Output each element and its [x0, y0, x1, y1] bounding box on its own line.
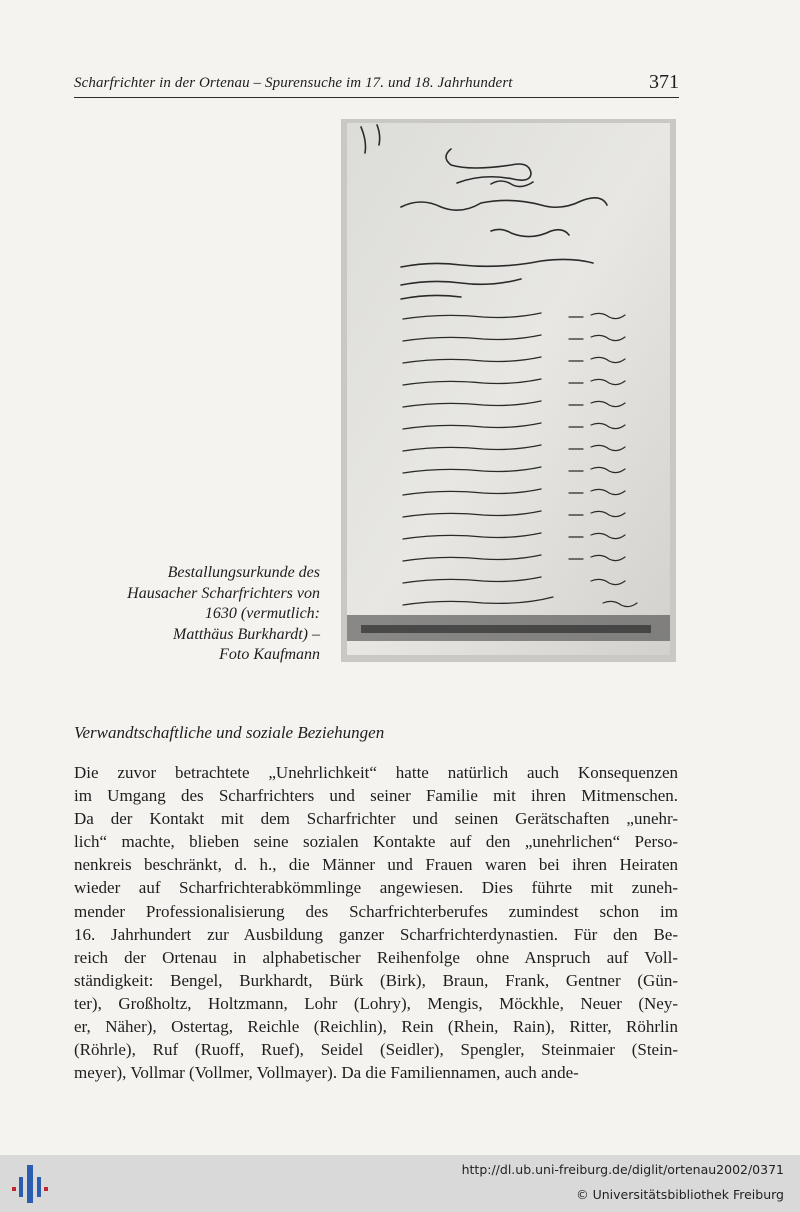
- text-line: lich“ machte, blieben seine sozialen Kontakte auf den „unehrlichen“ Perso-: [74, 832, 678, 852]
- caption-line: Bestallungsurkunde des: [167, 564, 320, 581]
- text-line: 16. Jahrhundert zur Ausbildung ganzer Scharfrichterdynastien. Für den Be-: [74, 924, 678, 944]
- running-header: [74, 71, 679, 98]
- text-line: ter), Großholtz, Holtzmann, Lohr (Lohry), Mengis, Möckhle, Neuer (Ney-: [74, 993, 678, 1013]
- caption-line: Foto Kaufmann: [219, 646, 320, 663]
- ub-freiburg-logo-icon[interactable]: [10, 1163, 50, 1205]
- text-line: meyer), Vollmar (Vollmer, Vollmayer). Da die Familiennamen, auch ande-: [74, 1063, 579, 1083]
- text-line: Die zuvor betrachtete „Unehrlichkeit“ hatte natürlich auch Konsequenzen: [74, 763, 678, 782]
- text-line: er, Näher), Ostertag, Reichle (Reichlin), Rein (Rhein, Rain), Ritter, Röhrlin: [74, 1017, 678, 1037]
- text-line: mender Professionalisierung des Scharfrichterberufes zumindest schon im: [74, 901, 678, 921]
- document-url-link[interactable]: http://dl.ub.uni-freiburg.de/diglit/ortenau2002/0371: [461, 1162, 784, 1177]
- caption-line: Hausacher Scharfrichters von: [127, 584, 320, 602]
- running-title: Scharfrichter in der Ortenau – Spurensuche im 17. und 18. Jahrhundert: [74, 75, 513, 91]
- caption-line: 1630 (vermutlich:: [204, 605, 320, 622]
- text-line: wieder auf Scharfrichterabkömmlinge angewiesen. Dies führte mit zuneh-: [74, 878, 678, 898]
- text-line: im Umgang des Scharfrichters und seiner Familie mit ihren Mitmenschen.: [74, 786, 678, 806]
- section-heading: Verwandtschaftliche und soziale Beziehungen: [74, 723, 385, 742]
- body-paragraph: [74, 761, 678, 1084]
- page-number: 371: [649, 71, 679, 93]
- copyright-notice: © Universitätsbibliothek Freiburg: [576, 1187, 784, 1202]
- text-line: nenkreis beschränkt, d. h., die Männer und Frauen waren bei ihren Heiraten: [74, 855, 678, 875]
- footer-bar: [0, 1155, 800, 1212]
- text-line: reich der Ortenau in alphabetischer Reihenfolge ohne Anspruch auf Voll-: [74, 947, 678, 967]
- text-line: (Röhrle), Ruf (Ruoff, Ruef), Seidel (Seidler), Spengler, Steinmaier (Stein-: [74, 1040, 678, 1060]
- caption-line: Matthäus Burkhardt) –: [173, 625, 320, 643]
- handwritten-document-photo: [341, 119, 676, 662]
- text-line: Da der Kontakt mit dem Scharfrichter und seinen Gerätschaften „unehr-: [74, 809, 678, 829]
- text-line: ständigkeit: Bengel, Burkhardt, Bürk (Birk), Braun, Frank, Gentner (Gün-: [74, 970, 678, 990]
- figure-caption: [80, 563, 320, 666]
